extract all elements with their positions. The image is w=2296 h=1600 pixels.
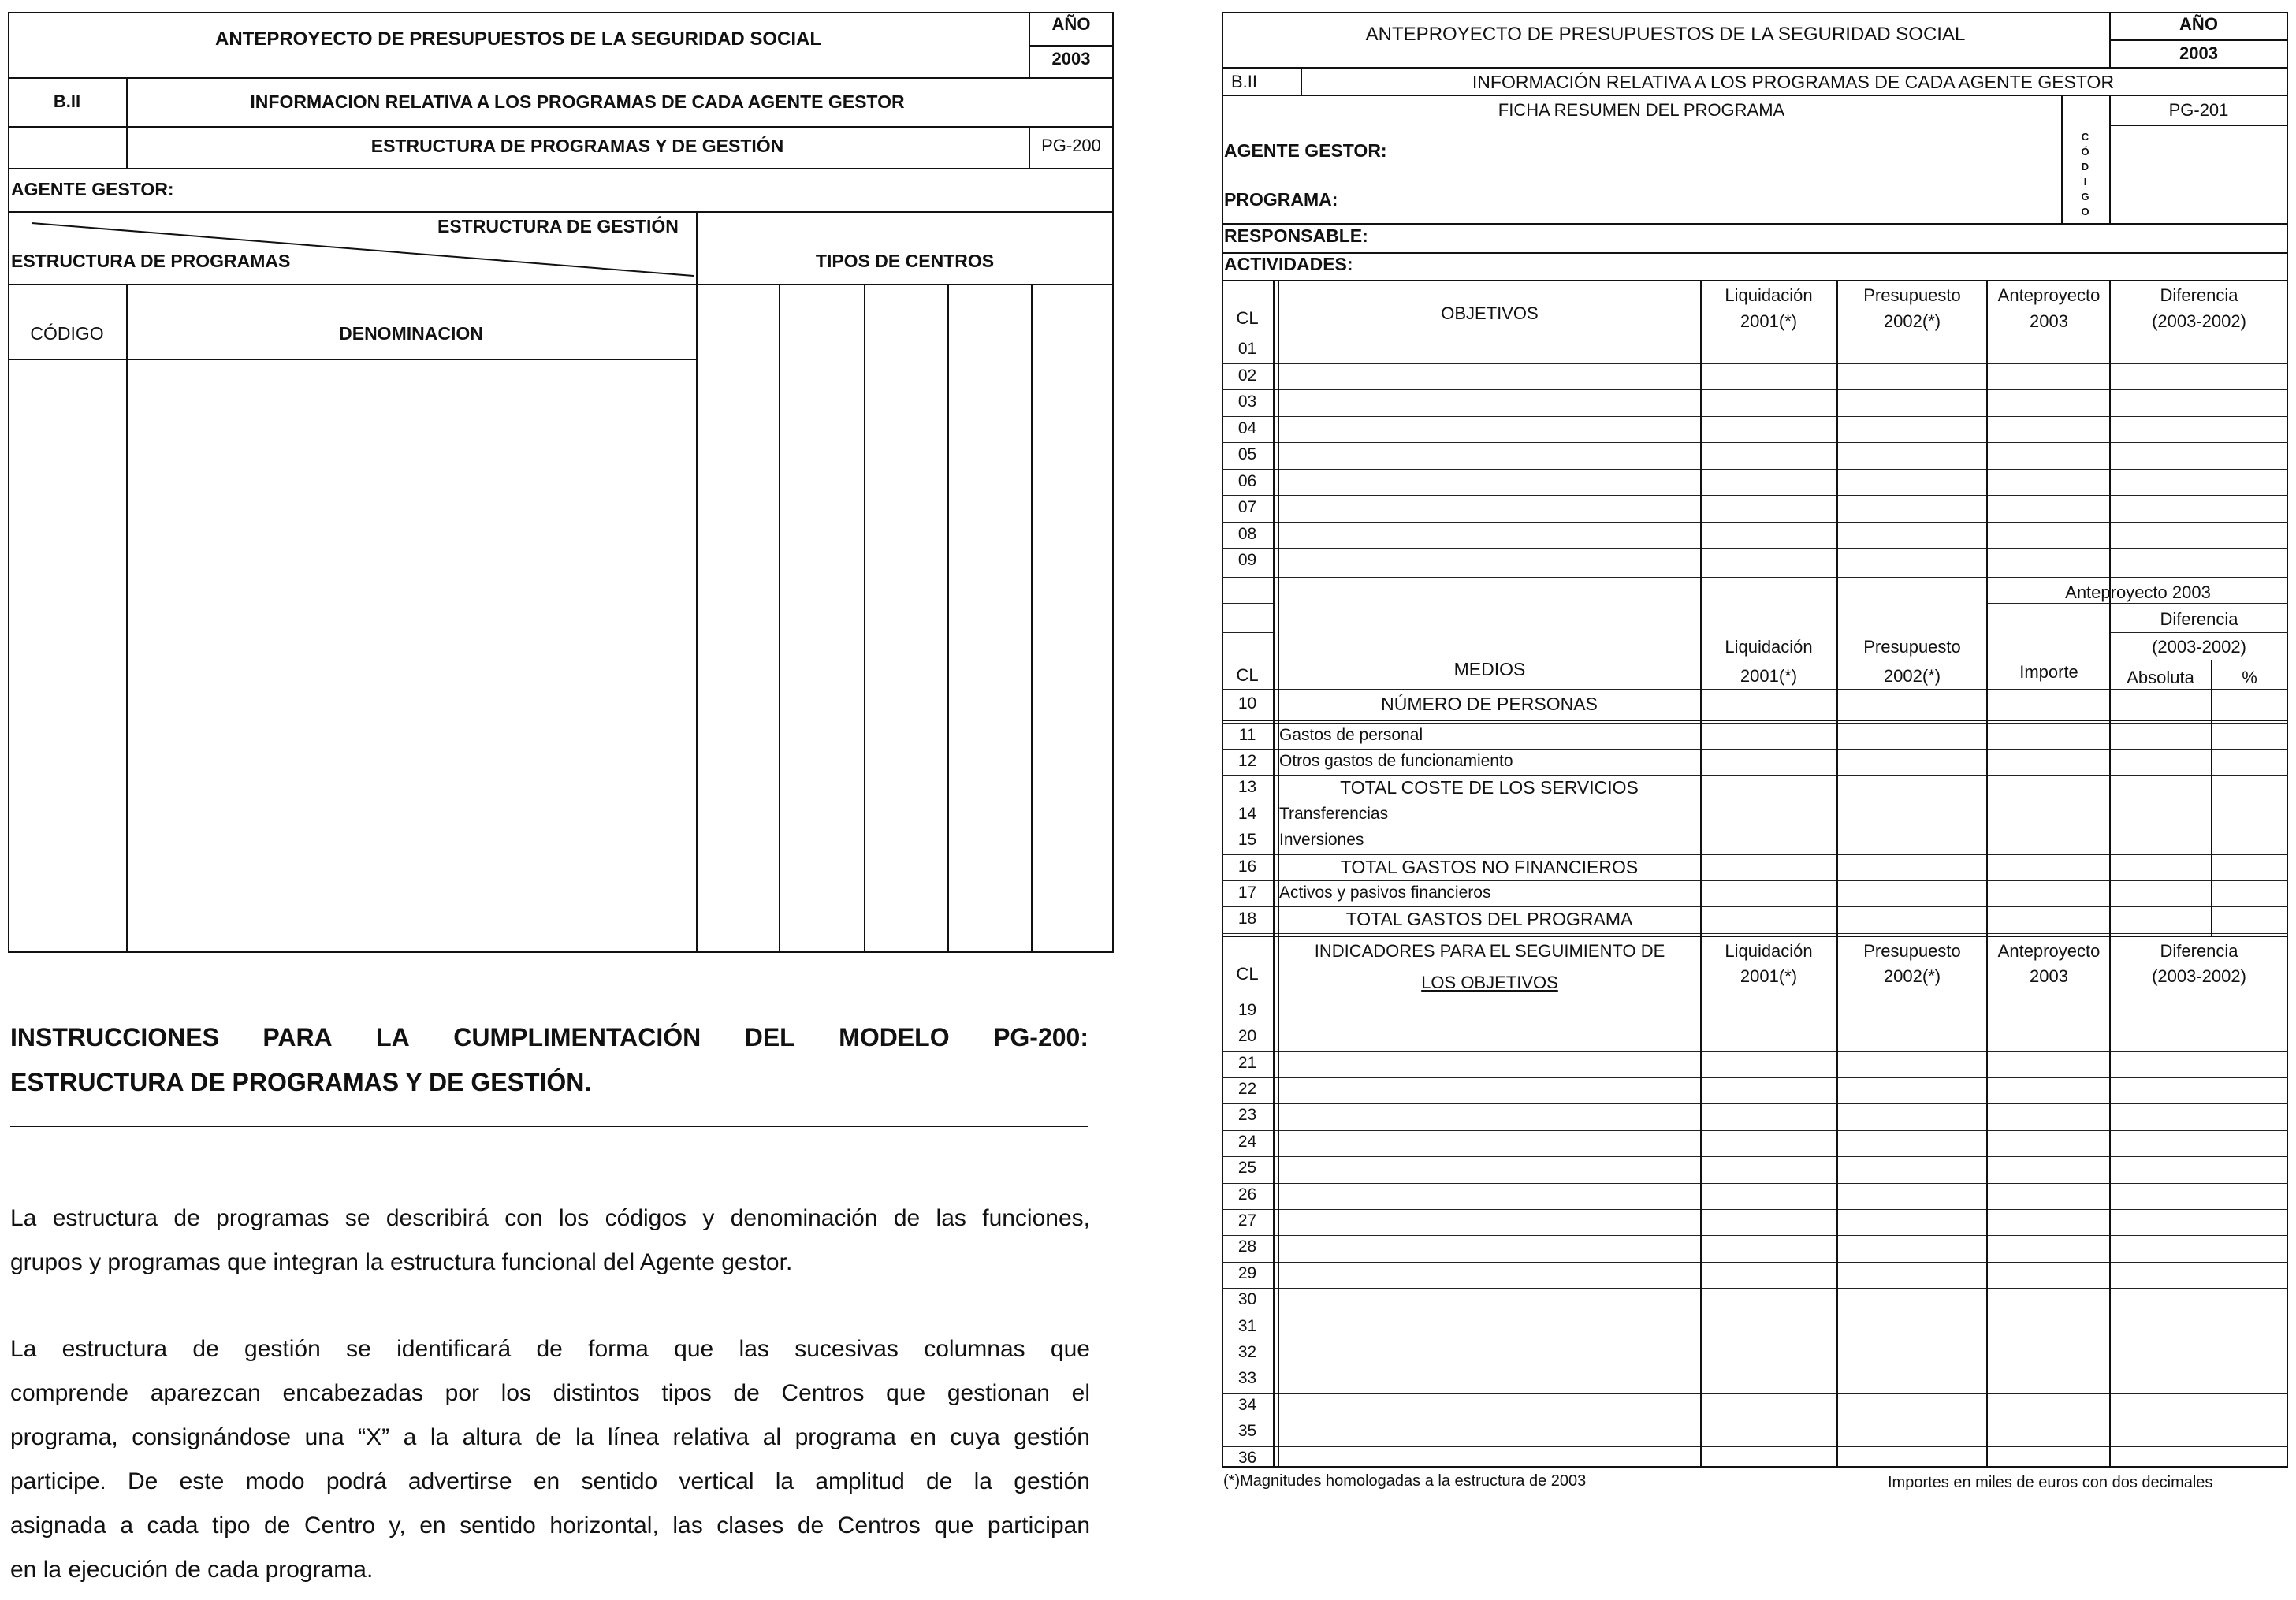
divider — [947, 284, 949, 953]
heading-word: CUMPLIMENTACIÓN — [453, 1023, 701, 1051]
ind-dif-header: Diferencia — [2160, 941, 2238, 961]
divider — [1029, 45, 1114, 47]
ind-ante-header: Anteproyecto — [1997, 941, 2101, 961]
col-ante-header: Anteproyecto — [1997, 285, 2101, 305]
row-divider — [1222, 522, 2288, 523]
row-divider — [1222, 1051, 2288, 1052]
heading-word: INSTRUCCIONES — [10, 1023, 219, 1051]
codigo-label: CÓDIGO — [30, 323, 104, 344]
form-title: ANTEPROYECTO DE PRESUPUESTOS DE LA SEGURIDAD SOCIAL — [1365, 24, 1966, 45]
programas-label: ESTRUCTURA DE PROGRAMAS — [11, 251, 291, 271]
programa-label: PROGRAMA: — [1224, 189, 1338, 210]
row-divider — [1222, 720, 2288, 721]
row-code: 28 — [1237, 1237, 1257, 1256]
indicadores-header-2: LOS OBJETIVOS — [1421, 973, 1558, 992]
instructions-heading — [10, 1023, 1088, 1052]
row-divider — [1222, 689, 2288, 690]
heading-word: LA — [376, 1023, 410, 1051]
objetivos-header: OBJETIVOS — [1441, 303, 1539, 323]
row-divider — [1222, 1446, 2288, 1447]
column-divider — [1986, 280, 1988, 1468]
row-divider — [1222, 1209, 2288, 1210]
ind-dif-years: (2003-2002) — [2152, 966, 2246, 986]
cl-header: CL — [1236, 964, 1259, 984]
row-code: 12 — [1237, 751, 1257, 770]
instructions-paragraph-1 — [10, 1196, 1090, 1285]
row-code: 19 — [1237, 1000, 1257, 1019]
row-code: 04 — [1237, 419, 1257, 437]
text-line: programa, consignándose una “X” a la altura de la línea relativa al programa en cuya gestión — [10, 1424, 1090, 1450]
row-code: 31 — [1237, 1316, 1257, 1335]
importe-header: Importe — [2019, 662, 2078, 682]
section-code: B.II — [1231, 72, 1258, 91]
divider — [1222, 67, 2288, 69]
row-divider — [1222, 416, 2288, 417]
ind-liq-header: Liquidación — [1725, 941, 1813, 961]
col-dif-years: (2003-2002) — [2152, 311, 2246, 331]
letter: Ó — [2081, 146, 2089, 158]
form-title: ANTEPROYECTO DE PRESUPUESTOS DE LA SEGURIDAD SOCIAL — [215, 28, 821, 50]
heading-word: PARA — [262, 1023, 333, 1051]
ante-2003-header: Anteproyecto 2003 — [2065, 582, 2211, 602]
medios-pres-year: 2002(*) — [1883, 666, 1941, 686]
divider — [1222, 252, 2288, 254]
medios-dif-years: (2003-2002) — [2152, 637, 2246, 657]
row-code: 14 — [1237, 804, 1257, 823]
column-divider — [1836, 280, 1838, 1468]
row-divider — [1222, 548, 2288, 549]
row-code: 21 — [1237, 1053, 1257, 1072]
row-divider — [1222, 363, 2288, 364]
row-code: 24 — [1237, 1132, 1257, 1151]
divider — [2109, 95, 2288, 96]
divider — [2109, 39, 2288, 41]
row-code: 22 — [1237, 1079, 1257, 1098]
row-code: 07 — [1237, 498, 1257, 516]
medios-pres-header: Presupuesto — [1863, 637, 1961, 657]
year-label: AÑO — [1051, 14, 1091, 34]
letter: G — [2081, 191, 2089, 203]
row-code: 17 — [1237, 883, 1257, 902]
divider — [1222, 95, 2111, 96]
row-label: TOTAL GASTOS DEL PROGRAMA — [1345, 909, 1633, 930]
row-code: 35 — [1237, 1422, 1257, 1441]
units-note: Importes en miles de euros con dos decimales — [1888, 1474, 2213, 1491]
row-divider — [1222, 632, 1273, 633]
row-divider — [1222, 1130, 2288, 1131]
col-ante-year: 2003 — [2030, 311, 2068, 331]
col-liq-year: 2001(*) — [1740, 311, 1798, 331]
footnote: (*)Magnitudes homologadas a la estructura de 2003 — [1223, 1472, 1587, 1490]
row-code: 01 — [1237, 340, 1257, 358]
col-liq-header: Liquidación — [1725, 285, 1813, 305]
divider — [2109, 125, 2288, 126]
agent-label: AGENTE GESTOR: — [11, 179, 174, 199]
row-divider — [1222, 936, 2288, 937]
divider — [8, 126, 1114, 128]
column-divider — [2211, 660, 2212, 936]
text-line: comprende aparezcan encabezadas por los distintos tipos de Centros que gestionan el — [10, 1380, 1090, 1406]
row-divider — [1222, 1288, 2288, 1289]
row-divider — [1222, 749, 2288, 750]
year-label: AÑO — [2179, 14, 2218, 34]
row-divider — [1222, 933, 2288, 934]
divider — [8, 77, 1114, 79]
letter: D — [2081, 161, 2089, 173]
row-divider — [1222, 906, 2288, 907]
row-code: 23 — [1237, 1106, 1257, 1125]
row-label: Inversiones — [1279, 831, 1364, 850]
row-divider — [1222, 1077, 2288, 1078]
column-divider — [1273, 280, 1275, 1468]
responsable-label: RESPONSABLE: — [1224, 225, 1368, 246]
row-code: 10 — [1237, 694, 1257, 713]
tipos-label: TIPOS DE CENTROS — [815, 251, 995, 271]
row-divider — [1222, 723, 2288, 724]
row-code: 02 — [1237, 366, 1257, 385]
row-divider — [1222, 1156, 2288, 1157]
form-code: PG-200 — [1041, 136, 1101, 155]
column-divider — [1700, 280, 1702, 1468]
cl-header: CL — [1236, 308, 1259, 328]
letter: I — [2083, 176, 2087, 188]
divider — [126, 284, 128, 953]
medios-liq-year: 2001(*) — [1740, 666, 1798, 686]
medios-liq-header: Liquidación — [1725, 637, 1813, 657]
row-label: Activos y pasivos financieros — [1279, 883, 1491, 902]
row-divider — [1222, 1262, 2288, 1263]
year-value: 2003 — [2179, 43, 2218, 63]
instructions-paragraph-2 — [10, 1327, 1090, 1592]
ind-liq-year: 2001(*) — [1740, 966, 1798, 986]
row-divider — [2109, 632, 2288, 633]
row-code: 03 — [1237, 393, 1257, 411]
row-code: 34 — [1237, 1395, 1257, 1414]
row-code: 32 — [1237, 1342, 1257, 1361]
divider — [8, 168, 1114, 169]
percent-header: % — [2242, 668, 2257, 687]
ind-pres-year: 2002(*) — [1883, 966, 1941, 986]
row-code: 09 — [1237, 551, 1257, 569]
divider — [1222, 223, 2288, 225]
row-label: TOTAL COSTE DE LOS SERVICIOS — [1340, 777, 1639, 798]
row-divider — [1222, 880, 2288, 881]
row-code: 25 — [1237, 1159, 1257, 1178]
row-code: 27 — [1237, 1211, 1257, 1230]
form-subtitle: ESTRUCTURA DE PROGRAMAS Y DE GESTIÓN — [370, 136, 784, 156]
indicadores-header: INDICADORES PARA EL SEGUIMIENTO DE — [1314, 941, 1665, 961]
column-divider — [1278, 280, 1279, 1468]
agent-label: AGENTE GESTOR: — [1224, 140, 1387, 161]
row-code: 16 — [1237, 857, 1257, 876]
gestion-label: ESTRUCTURA DE GESTIÓN — [437, 216, 679, 236]
col-pres-header: Presupuesto — [1863, 285, 1961, 305]
row-divider — [1222, 389, 2288, 390]
divider — [779, 284, 780, 953]
divider — [1222, 280, 2288, 281]
divider — [864, 284, 865, 953]
col-dif-header: Diferencia — [2160, 285, 2238, 305]
row-code: 29 — [1237, 1263, 1257, 1282]
section-title: INFORMACION RELATIVA A LOS PROGRAMAS DE CADA AGENTE GESTOR — [250, 91, 905, 112]
year-value: 2003 — [1051, 49, 1091, 69]
row-code: 30 — [1237, 1290, 1257, 1309]
col-pres-year: 2002(*) — [1883, 311, 1941, 331]
heading-rule — [10, 1126, 1088, 1127]
row-divider — [1222, 442, 2288, 443]
row-divider — [1222, 469, 2288, 470]
row-code: 15 — [1237, 831, 1257, 850]
denominacion-label: DENOMINACION — [339, 323, 483, 344]
text-line: participe. De este modo podrá advertirse en sentido vertical la amplitud de la gestión — [10, 1468, 1090, 1494]
row-label: TOTAL GASTOS NO FINANCIEROS — [1340, 856, 1639, 877]
text-line: asignada a cada tipo de Centro y, en sentido horizontal, las clases de Centros que participan — [10, 1513, 1090, 1539]
ind-ante-year: 2003 — [2030, 966, 2068, 986]
row-code: 20 — [1237, 1027, 1257, 1046]
divider — [1031, 284, 1033, 953]
section-title: INFORMACIÓN RELATIVA A LOS PROGRAMAS DE CADA AGENTE GESTOR — [1472, 72, 2115, 92]
row-label: NÚMERO DE PERSONAS — [1381, 693, 1598, 714]
row-divider — [1222, 603, 1273, 604]
divider — [8, 359, 698, 360]
divider — [696, 211, 698, 953]
row-divider — [1222, 495, 2288, 496]
absoluta-header: Absoluta — [2127, 668, 2194, 687]
instructions-heading-line2: ESTRUCTURA DE PROGRAMAS Y DE GESTIÓN. — [10, 1068, 592, 1096]
row-code: 08 — [1237, 524, 1257, 543]
form-code: PG-201 — [2168, 100, 2229, 120]
letter: O — [2081, 206, 2089, 218]
row-code: 36 — [1237, 1448, 1257, 1467]
text-line: en la ejecución de cada programa. — [10, 1557, 374, 1583]
codigo-vertical-label — [2061, 129, 2109, 219]
row-divider — [1222, 775, 2288, 776]
row-code: 13 — [1237, 778, 1257, 797]
row-divider — [1222, 577, 2288, 578]
heading-word: MODELO — [839, 1023, 950, 1051]
section-code: B.II — [53, 91, 81, 111]
cl-header: CL — [1236, 665, 1259, 685]
row-code: 33 — [1237, 1369, 1257, 1388]
heading-word: PG-200: — [993, 1023, 1088, 1051]
row-divider — [1222, 1235, 2288, 1236]
row-label: Gastos de personal — [1279, 725, 1423, 744]
row-label: Otros gastos de funcionamiento — [1279, 751, 1513, 770]
actividades-label: ACTIVIDADES: — [1224, 254, 1353, 274]
medios-header: MEDIOS — [1453, 659, 1526, 679]
medios-dif-header: Diferencia — [2160, 609, 2238, 629]
form-subtitle: FICHA RESUMEN DEL PROGRAMA — [1498, 100, 1785, 120]
row-code: 18 — [1237, 910, 1257, 928]
text-line: La estructura de programas se describirá con los códigos y denominación de las funciones, — [10, 1205, 1090, 1231]
row-label: Transferencias — [1279, 804, 1389, 823]
row-divider — [1222, 1393, 2288, 1394]
column-divider — [2109, 280, 2111, 1468]
ind-pres-header: Presupuesto — [1863, 941, 1961, 961]
row-code: 06 — [1237, 471, 1257, 490]
text-line: grupos y programas que integran la estructura funcional del Agente gestor. — [10, 1249, 793, 1275]
row-code: 11 — [1238, 725, 1256, 744]
text-line: La estructura de gestión se identificará de forma que las sucesivas columnas que — [10, 1336, 1090, 1362]
row-code: 05 — [1237, 445, 1257, 463]
row-code: 26 — [1237, 1185, 1257, 1204]
heading-word: DEL — [744, 1023, 795, 1051]
letter: C — [2081, 131, 2089, 143]
row-divider — [1222, 1103, 2288, 1104]
row-divider — [1222, 854, 2288, 855]
row-divider — [1222, 1183, 2288, 1184]
